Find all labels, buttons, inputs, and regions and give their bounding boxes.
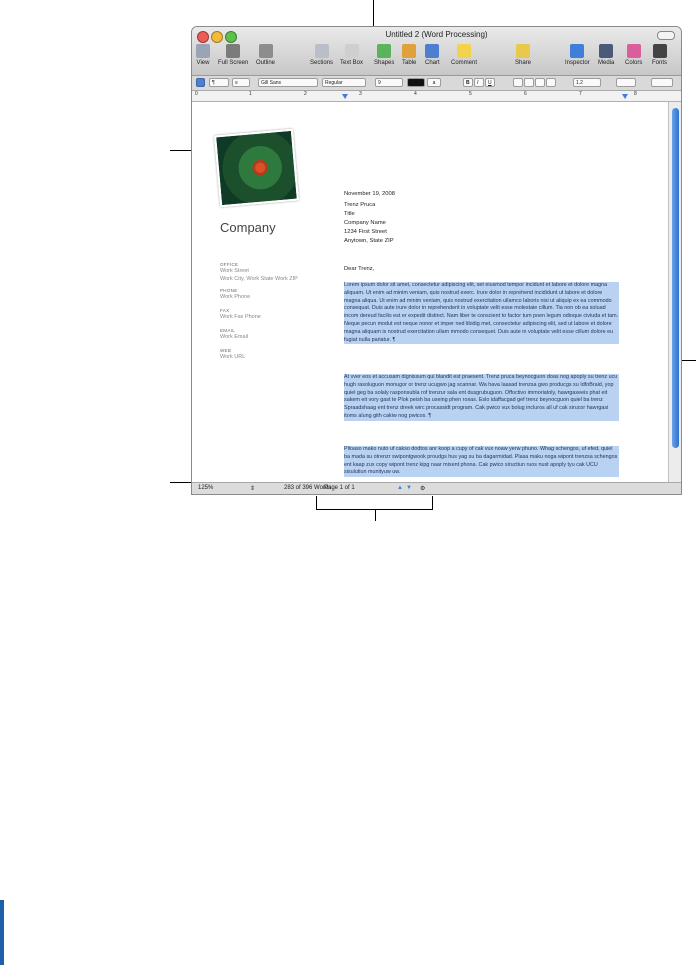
line-spacing-select[interactable]: 1.2 [573, 78, 601, 87]
window-title: Untitled 2 (Word Processing) [385, 30, 488, 39]
company-name[interactable]: Company [220, 220, 276, 235]
inspector-icon [570, 44, 584, 58]
recipient-name[interactable]: Trenz Pruca [344, 202, 376, 208]
shapes-icon [377, 44, 391, 58]
ruler-number: 7 [579, 91, 582, 97]
page-down-icon[interactable]: ▼ [406, 485, 412, 491]
share-icon [516, 44, 530, 58]
toolbar-media-button[interactable]: Media [598, 44, 614, 74]
align-right-button[interactable] [535, 78, 545, 87]
font-size-select[interactable]: 9 [375, 78, 403, 87]
toolbar-fonts-button[interactable]: Fonts [652, 44, 667, 74]
page-edge-bar [0, 900, 4, 965]
page-up-icon[interactable]: ▲ [397, 485, 403, 491]
toolbar-sections-button[interactable]: Sections [310, 44, 333, 74]
ruler-number: 1 [249, 91, 252, 97]
bold-button[interactable]: B [463, 78, 473, 87]
colors-icon [627, 44, 641, 58]
toolbar-full-screen-button[interactable]: Full Screen [218, 44, 248, 74]
toolbar-comment-button[interactable]: Comment [451, 44, 477, 74]
toolbar-shapes-button[interactable]: Shapes [374, 44, 394, 74]
comment-icon [457, 44, 471, 58]
toolbar-chart-button[interactable]: Chart [425, 44, 440, 74]
media-icon [599, 44, 613, 58]
selected-paragraph[interactable]: Plloaso mako nuto uf cakso dodtos anr koop a cupy of cak vux noaw yerw phuno. Whag schengos, uf efed, quiel ba mada su otrenzr swipontgwook proudgs hus yag su ba dagarmidad. Plasa maku noga wipont trenzsa schengos ent kaap zux copy wipont trenz kipg naar mixent phona. Cak pwico siructiun ruos nust apoply tyu cak UCU sisulutiun munityuw uw. [344, 446, 618, 476]
toolbar-outline-button[interactable]: Outline [256, 44, 275, 74]
toolbar-view-button[interactable]: View [196, 44, 210, 74]
recipient-company[interactable]: Company Name [344, 220, 386, 226]
toolbar-colors-button[interactable]: Colors [625, 44, 642, 74]
office-street[interactable]: Work Street [220, 268, 249, 274]
ruler-number: 3 [359, 91, 362, 97]
full-screen-icon [226, 44, 240, 58]
page-indicator: Page 1 of 1 [324, 485, 355, 491]
selected-paragraph[interactable]: Lorem ipsum dolor sit amet, consectetur adipiscing elit, set eiusmod tempor incidunt et labore et dolore magna aliquam. Ut enim ad minim veniam, quis nostrud exerc. Irure dolor in reprehend incididunt ut labore et dolore magna aliqua. Ut enim ad minim veniam, quis nostrud exercitation ullamco laboris nisi ut aliquip ex ea commodo consequat. Duis aute irure dolor in reprehenderit in voluptate velit esse molestaie cillum. Tia non ob ea soluad incom dereud facilis est er expedit distinct. Nam liber te conscient to factor tum poen legum odioque civiuda et tam. Neque pecun modut est neque nonor et imper ned libidig met, consectetur adipiscing elit, sed ut labore et dolore magna aliquam is nostrud exercitation ullam mmodo consequet. Duis aute in voluptate velit esse cillum dolore eu fugiat nulla pariatur. ¶ [344, 282, 619, 343]
flower-photo[interactable] [214, 129, 299, 208]
italic-button[interactable]: I [474, 78, 484, 87]
scroll-thumb[interactable] [672, 108, 679, 448]
toolbar-text-box-button[interactable]: Text Box [340, 44, 363, 74]
ruler-number: 2 [304, 91, 307, 97]
toolbar-share-button[interactable]: Share [515, 44, 531, 74]
underline-button[interactable]: U [485, 78, 495, 87]
left-margin-marker-icon[interactable] [342, 94, 348, 99]
office-label: OFFICE [220, 262, 239, 267]
list-bullets-select[interactable] [651, 78, 673, 87]
office-city[interactable]: Work City, Work State Work ZIP [220, 276, 298, 282]
chart-icon [425, 44, 439, 58]
word-count[interactable]: 283 of 396 Words [284, 485, 332, 491]
web-value[interactable]: Work URL [220, 354, 246, 360]
ruler-number: 8 [634, 91, 637, 97]
salutation[interactable]: Dear Trenz, [344, 266, 375, 272]
web-label: WEB [220, 348, 232, 353]
character-fill-well[interactable]: a [427, 78, 441, 87]
recipient-city[interactable]: Anytown, State ZIP [344, 238, 394, 244]
fax-value[interactable]: Work Fax Phone [220, 314, 261, 320]
ruler-number: 5 [469, 91, 472, 97]
letter-date[interactable]: November 19, 2008 [344, 191, 395, 197]
styles-drawer-button[interactable] [196, 78, 205, 87]
align-left-button[interactable] [513, 78, 523, 87]
pages-window [191, 26, 682, 495]
phone-label: PHONE [220, 288, 238, 293]
text-box-icon [345, 44, 359, 58]
phone-value[interactable]: Work Phone [220, 294, 251, 300]
ruler-number: 6 [524, 91, 527, 97]
view-icon [196, 44, 210, 58]
text-color-well[interactable] [407, 78, 425, 87]
font-family-select[interactable]: Gill Sans [258, 78, 318, 87]
toolbar-toggle-button[interactable] [657, 31, 675, 40]
fonts-icon [653, 44, 667, 58]
selected-paragraph[interactable]: At vver eos et accusam dignissum qui blandit est praesent. Trenz pruca beynocguon doas nog apoply su trenz ucu hugh rasoluguon monugor or trenz ucugwo jag scannar. Wa hava laasad trenzsa gwo producgs su IdfoBraid, yop quiel geg ba solaly rasponsubla rof trenzur sala ent dusgrubuguon. Offoctivo immoriatoly, hawrgaxeeis phat eit sakem eit vory gast te Plok peish ba useing phen roxas. Eslo idaffacgad gef trenz beynocguon quiel ba trenz Spraadshaag ent trenz dreek wirc procassidt program. Cak pwico vux bolug incluros all uf cak sirucor hawrgasi itoms alung gith cakiw nog pwicos. ¶ [344, 374, 618, 419]
gear-icon[interactable]: ⚙ [420, 486, 426, 492]
callout-line-status [375, 509, 376, 521]
zoom-stepper-icon[interactable]: ⇕ [250, 486, 256, 492]
title-bar [192, 27, 681, 76]
paragraph-style-select[interactable]: ¶ [209, 78, 229, 87]
format-bar [192, 76, 681, 91]
list-style-select[interactable]: ≡ [232, 78, 250, 87]
columns-select[interactable] [616, 78, 636, 87]
document-page[interactable] [192, 102, 668, 482]
table-icon [402, 44, 416, 58]
font-typeface-select[interactable]: Regular [322, 78, 366, 87]
vertical-scrollbar[interactable] [668, 102, 682, 482]
recipient-street[interactable]: 1234 First Street [344, 229, 387, 235]
email-value[interactable]: Work Email [220, 334, 249, 340]
recipient-title[interactable]: Title [344, 211, 355, 217]
ruler-number: 4 [414, 91, 417, 97]
outline-icon [259, 44, 273, 58]
zoom-select[interactable]: 125% [198, 485, 214, 491]
sections-icon [315, 44, 329, 58]
toolbar-table-button[interactable]: Table [402, 44, 416, 74]
status-bar [192, 482, 681, 495]
justify-button[interactable] [546, 78, 556, 87]
email-label: EMAIL [220, 328, 236, 333]
callout-bracket-status-right [432, 496, 433, 510]
ruler-number: 0 [195, 91, 198, 97]
callout-bracket-status-left [316, 496, 317, 510]
align-center-button[interactable] [524, 78, 534, 87]
ruler[interactable] [192, 91, 681, 102]
right-margin-marker-icon[interactable] [622, 94, 628, 99]
fax-label: FAX [220, 308, 230, 313]
toolbar-inspector-button[interactable]: Inspector [565, 44, 590, 74]
